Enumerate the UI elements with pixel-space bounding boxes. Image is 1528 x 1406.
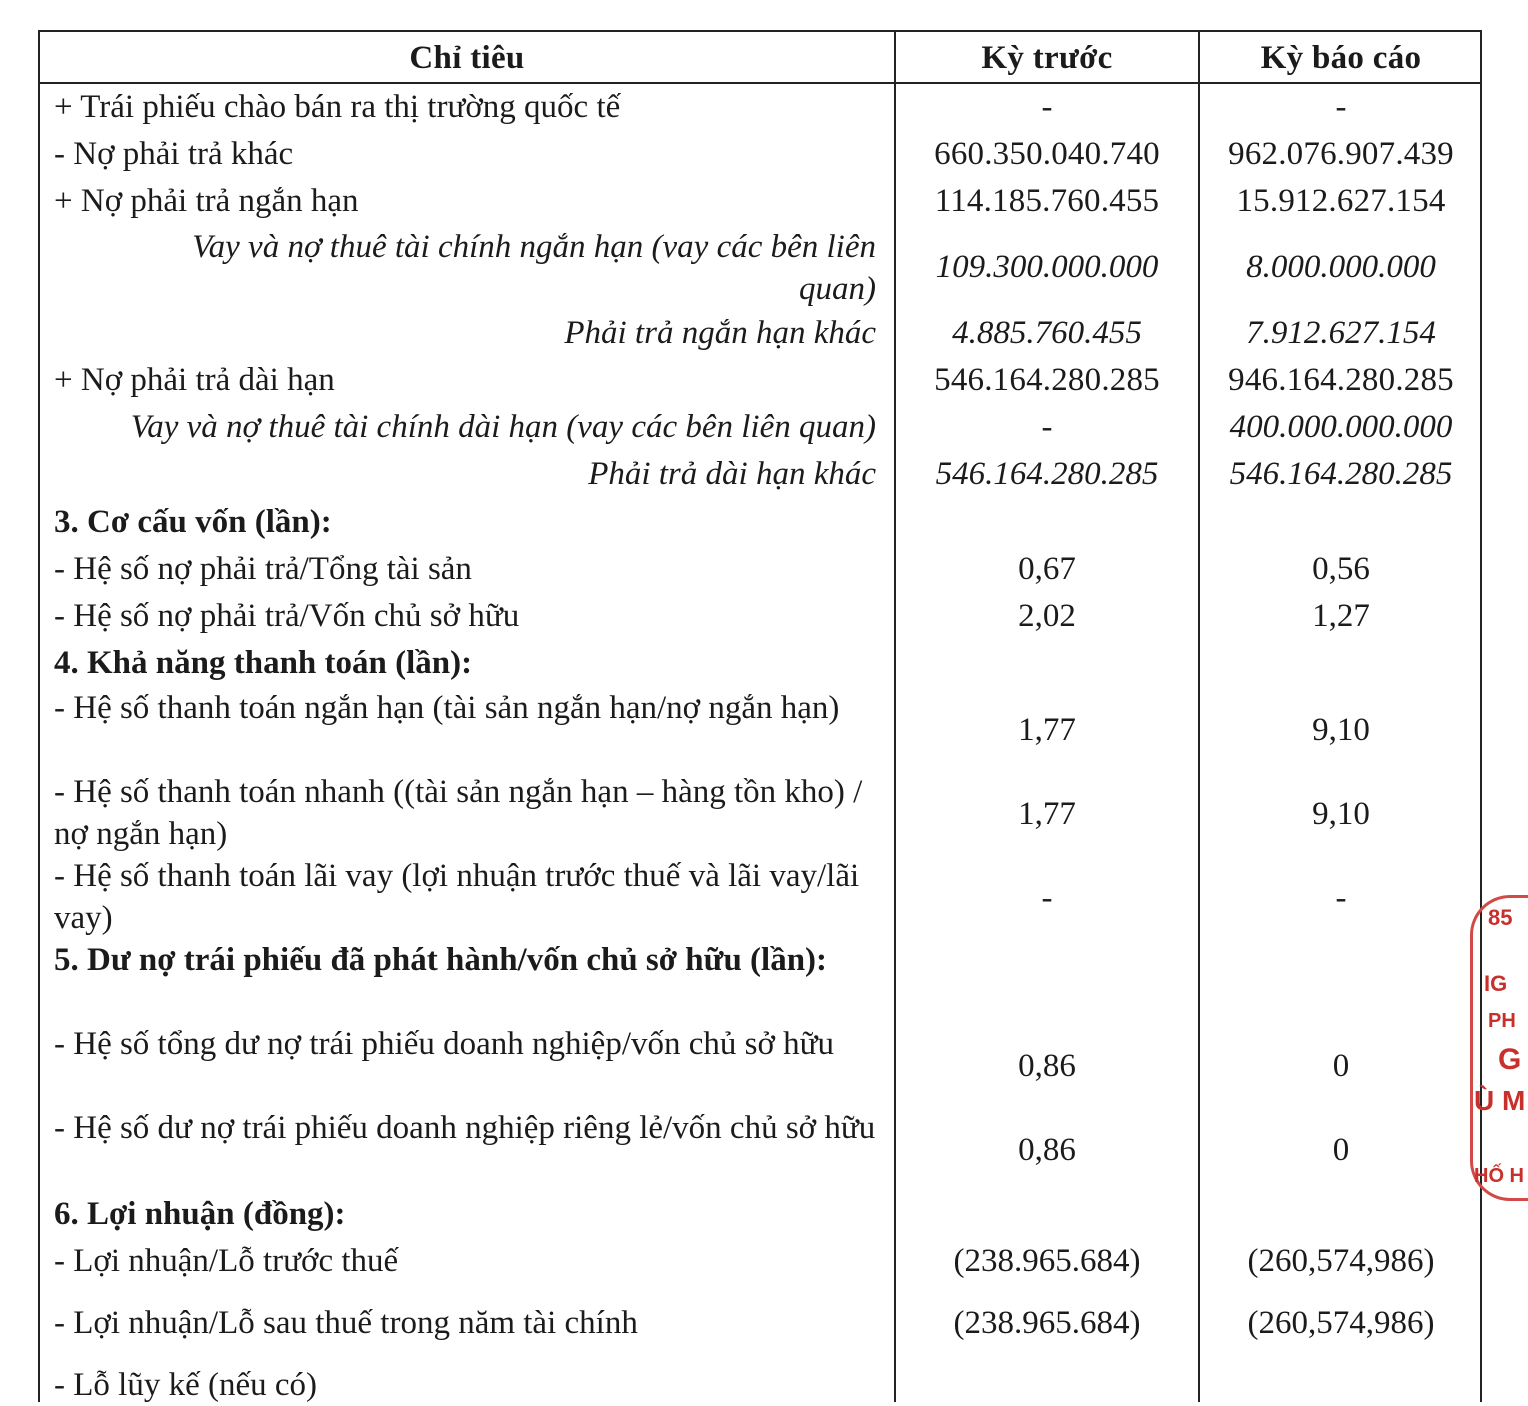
row-current-value: 962.076.907.439 bbox=[1228, 136, 1454, 172]
row-previous-value: 660.350.040.740 bbox=[934, 136, 1160, 172]
row-previous-value: 4.885.760.455 bbox=[952, 315, 1142, 351]
row-current-value: 0 bbox=[1332, 1132, 1350, 1168]
stamp-text: 85 bbox=[1488, 905, 1513, 930]
row-label: Phải trả ngắn hạn khác bbox=[564, 315, 876, 351]
row-current-value: 546.164.280.285 bbox=[1229, 456, 1453, 492]
row-previous-value: 546.164.280.285 bbox=[934, 362, 1160, 398]
row-previous-value: 114.185.760.455 bbox=[934, 183, 1160, 219]
row-label: - Nợ phải trả khác bbox=[54, 136, 294, 172]
row-label: - Lợi nhuận/Lỗ trước thuế bbox=[54, 1243, 399, 1279]
row-current-value: 7.912.627.154 bbox=[1246, 315, 1436, 351]
header-previous-period: Kỳ trước bbox=[981, 40, 1113, 76]
section-label: 4. Khả năng thanh toán (lần): bbox=[54, 645, 473, 681]
row-label: - Hệ số nợ phải trả/Vốn chủ sở hữu bbox=[54, 598, 520, 634]
row-label: - Hệ số thanh toán lãi vay (lợi nhuận trước thuế và lãi vay/lãi vay) bbox=[54, 858, 860, 936]
stamp-text: Ù M bbox=[1474, 1085, 1526, 1116]
row-current-value: (260,574,986) bbox=[1247, 1305, 1435, 1341]
row-current-value: 15.912.627.154 bbox=[1236, 183, 1446, 219]
header-divider bbox=[40, 82, 1480, 84]
row-previous-value: - bbox=[1041, 880, 1053, 916]
section-label: 6. Lợi nhuận (đồng): bbox=[54, 1196, 346, 1232]
row-previous-value: 1,77 bbox=[1018, 796, 1076, 832]
row-label: Vay và nợ thuê tài chính ngắn hạn (vay các bên liên quan) bbox=[192, 229, 876, 307]
row-current-value: 8.000.000.000 bbox=[1246, 249, 1436, 285]
row-previous-value: (238.965.684) bbox=[953, 1305, 1141, 1341]
stamp-text: PH bbox=[1488, 1010, 1516, 1032]
stamp-text: IG bbox=[1484, 971, 1508, 996]
row-current-value: - bbox=[1335, 880, 1347, 916]
row-label: Phải trả dài hạn khác bbox=[588, 456, 876, 492]
row-label: + Nợ phải trả dài hạn bbox=[54, 362, 335, 398]
row-label: - Hệ số dư nợ trái phiếu doanh nghiệp riêng lẻ/vốn chủ sở hữu bbox=[54, 1110, 876, 1146]
row-previous-value: 2,02 bbox=[1018, 598, 1076, 634]
row-current-value: 9,10 bbox=[1312, 796, 1370, 832]
stamp-text: HỐ H bbox=[1474, 1165, 1524, 1187]
row-current-value: 400.000.000.000 bbox=[1229, 409, 1453, 445]
row-label: + Nợ phải trả ngắn hạn bbox=[54, 183, 359, 219]
row-label: - Hệ số tổng dư nợ trái phiếu doanh nghiệp/vốn chủ sở hữu bbox=[54, 1026, 835, 1062]
row-current-value: - bbox=[1335, 89, 1347, 125]
financial-table bbox=[38, 30, 1482, 1402]
row-label: - Lợi nhuận/Lỗ sau thuế trong năm tài chính bbox=[54, 1305, 638, 1341]
row-previous-value: 0,86 bbox=[1018, 1132, 1076, 1168]
row-current-value: 9,10 bbox=[1312, 712, 1370, 748]
row-previous-value: 0,86 bbox=[1018, 1048, 1076, 1084]
row-previous-value: - bbox=[1041, 409, 1053, 445]
stamp-text: G bbox=[1498, 1043, 1522, 1076]
row-current-value: 946.164.280.285 bbox=[1228, 362, 1454, 398]
row-current-value: 0 bbox=[1332, 1048, 1350, 1084]
header-reporting-period: Kỳ báo cáo bbox=[1260, 40, 1422, 76]
row-label: - Hệ số thanh toán ngắn hạn (tài sản ngắn hạn/nợ ngắn hạn) bbox=[54, 690, 840, 726]
section-label: 5. Dư nợ trái phiếu đã phát hành/vốn chủ sở hữu (lần): bbox=[54, 942, 828, 978]
row-label: - Lỗ lũy kế (nếu có) bbox=[54, 1367, 317, 1403]
row-previous-value: 1,77 bbox=[1018, 712, 1076, 748]
row-current-value: 0,56 bbox=[1312, 551, 1370, 587]
row-previous-value: 109.300.000.000 bbox=[935, 249, 1159, 285]
row-current-value: (260,574,986) bbox=[1247, 1243, 1435, 1279]
company-seal-stamp bbox=[1470, 895, 1528, 1205]
section-label: 3. Cơ cấu vốn (lần): bbox=[54, 504, 332, 540]
header-indicator: Chỉ tiêu bbox=[409, 40, 525, 76]
row-previous-value: 0,67 bbox=[1018, 551, 1076, 587]
row-current-value: 1,27 bbox=[1312, 598, 1370, 634]
row-label: + Trái phiếu chào bán ra thị trường quốc tế bbox=[54, 89, 621, 125]
row-previous-value: (238.965.684) bbox=[953, 1243, 1141, 1279]
row-previous-value: - bbox=[1041, 89, 1053, 125]
row-label: - Hệ số thanh toán nhanh ((tài sản ngắn hạn – hàng tồn kho) / nợ ngắn hạn) bbox=[54, 774, 863, 852]
row-previous-value: 546.164.280.285 bbox=[935, 456, 1159, 492]
row-label: Vay và nợ thuê tài chính dài hạn (vay các bên liên quan) bbox=[130, 409, 876, 445]
row-label: - Hệ số nợ phải trả/Tổng tài sản bbox=[54, 551, 472, 587]
